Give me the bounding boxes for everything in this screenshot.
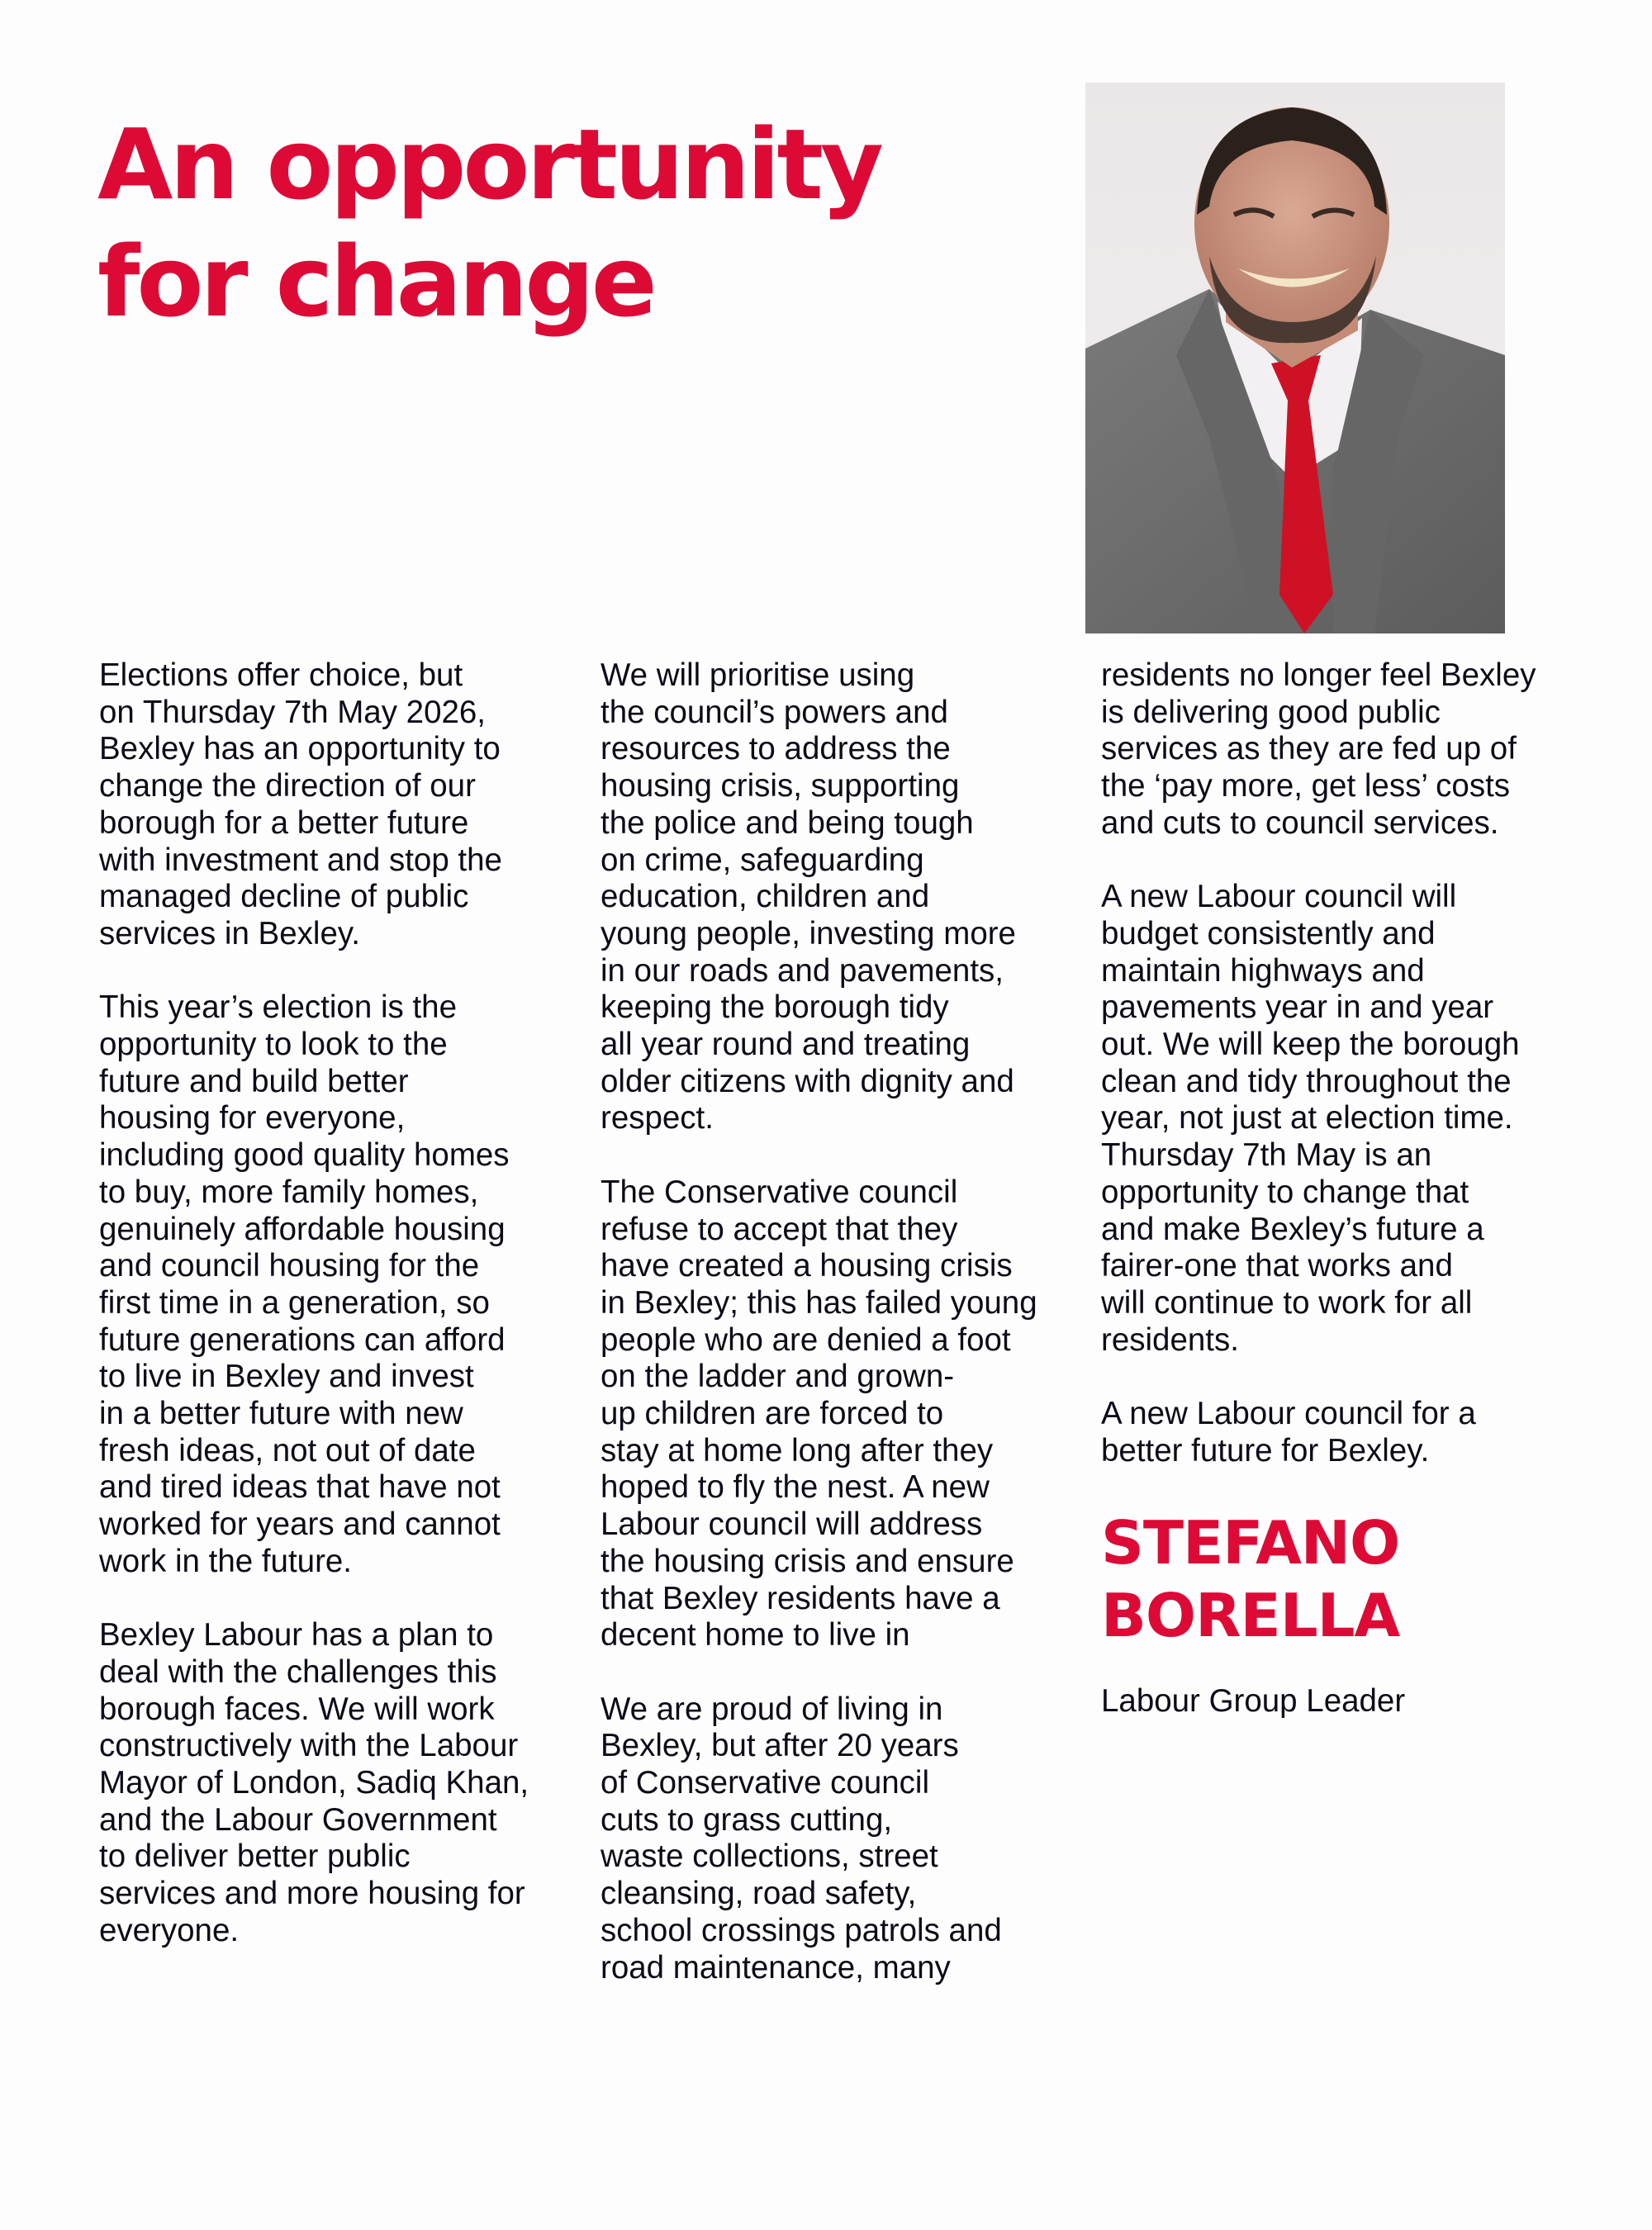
paragraph: A new Labour council will budget consistently and maintain highways and pavements year in and year out. We will keep the borough clean and tidy throughout the year, not just at election time. Thursday 7th May is an opportunity to change that and make Bexley’s future a fairer-one that works and will continue to work for all residents. [1101,879,1520,1358]
article-column-2 [601,657,1080,2024]
paragraph: We are proud of living in Bexley, but after 20 years of Conservative council cuts to grass cutting, waste collections, street cleansing, road safety, school crossings patrols and road maintenance, many [601,1691,1002,1986]
paragraph: This year’s election is the opportunity to look to the future and build better housing for everyone, including good quality homes to buy, more family homes, genuinely affordable housing and council housing for the first time in a generation, so future generations can afford to live in Bexley and invest in a better future with new fresh ideas, not out of date and tired ideas that have not worked for years and cannot work in the future. [99,989,510,1579]
paragraph: Elections offer choice, but on Thursday 7th May 2026, Bexley has an opportunity to change the direction of our borough for a better future with investment and stop the managed decline of public services in Bexley. [99,657,502,951]
signature-first-name: STEFANO [1101,1508,1400,1578]
headline-line-2: for change [97,225,654,339]
signature-name [1101,1506,1580,1652]
paragraph: We will prioritise using the council’s powers and resources to address the housing crisis, supporting the police and being tough on crime, safeguarding education, children and young people, investing more in our roads and pavements, keeping the borough tidy all year round and treating older citizens with dignity and respect. [601,657,1016,1136]
paragraph: residents no longer feel Bexley is delivering good public services as they are fed up of the ‘pay more, get less’ costs and cuts to council services. [1101,657,1536,841]
article-column-1 [99,657,578,1986]
paragraph: Bexley Labour has a plan to deal with the challenges this borough faces. We will work constructively with the Labour Mayor of London, Sadiq Khan, and the Labour Government to deliver better public services and more housing for everyone. [99,1617,529,1948]
page-headline [97,106,881,340]
headline-line-1: An opportunity [97,107,881,221]
paragraph: A new Labour council for a better future for Bexley. [1101,1396,1476,1468]
signature-role: Labour Group Leader [1101,1683,1406,1720]
article-column-3 [1101,657,1580,1758]
portrait-photo [1085,83,1505,633]
signature-last-name: BORELLA [1101,1581,1400,1651]
paragraph: The Conservative council refuse to accept that they have created a housing crisis in Bexley; this has failed young people who are denied a foot on the ladder and grown- up children are forced to stay at home long after they hoped to fly the nest. A new Labour council will address the housing crisis and ensure that Bexley residents have a decent home to live in [601,1174,1037,1654]
portrait-illustration [1085,83,1505,633]
